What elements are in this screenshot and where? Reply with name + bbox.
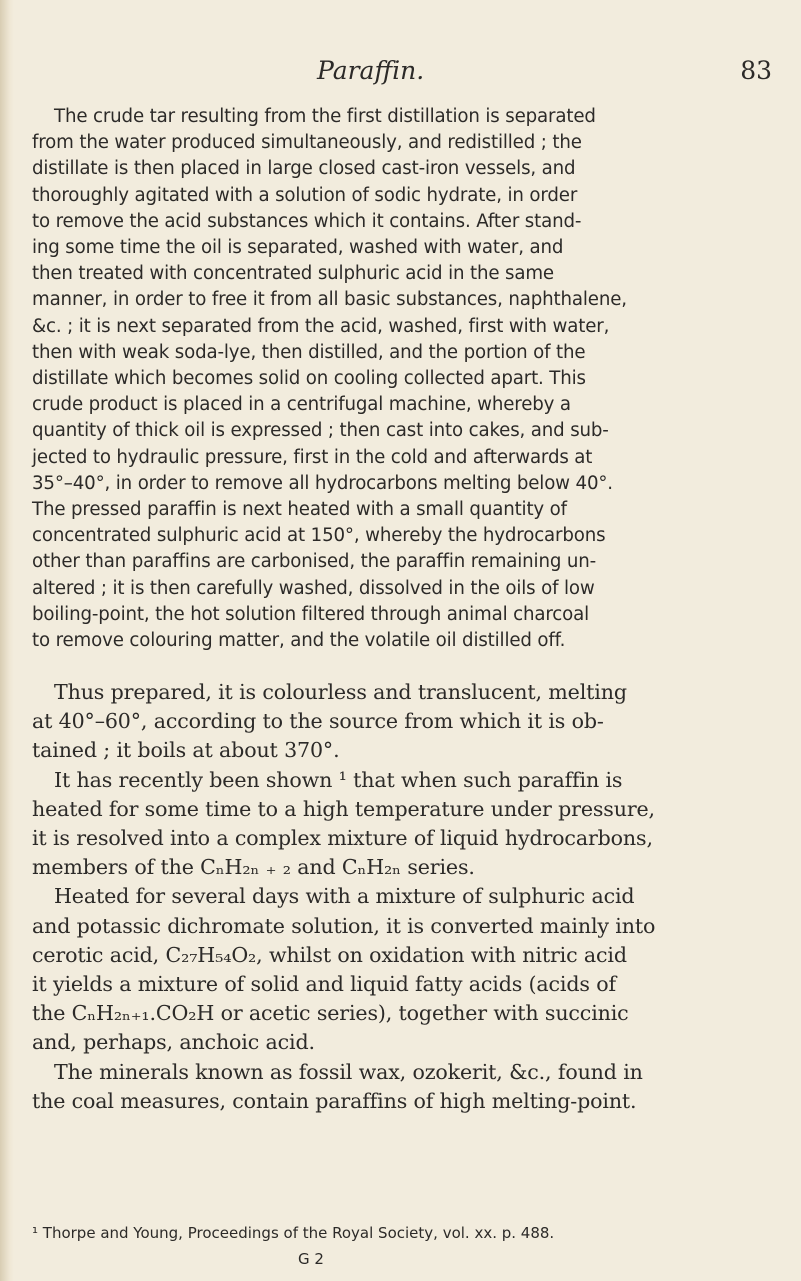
text-line: Heated for several days with a mixture of sulphuric acid [54, 884, 635, 909]
page-edge [0, 0, 14, 1281]
text-line: The crude tar resulting from the first distillation is separated [54, 106, 596, 127]
text-line: 35°–40°, in order to remove all hydrocarbons melting below 40°. [32, 472, 613, 494]
footnote-text: ¹ Thorpe and Young, Proceedings of the Royal Society, vol. xx. p. 488. [32, 1224, 555, 1242]
text-line: &c. ; it is next separated from the acid, washed, first with water, [32, 315, 610, 337]
text-line: the coal measures, contain paraffins of high melting-point. [32, 1088, 637, 1113]
text-line: at 40°–60°, according to the source from which it is ob- [32, 709, 604, 734]
text-line: boiling-point, the hot solution filtered through animal charcoal [32, 603, 589, 625]
text-line: It has recently been shown ¹ that when such paraffin is [54, 767, 623, 792]
text-line: and potassic dichromate solution, it is converted mainly into [32, 913, 656, 938]
text-line: ing some time the oil is separated, washed with water, and [32, 237, 564, 258]
text-line: it is resolved into a complex mixture of liquid hydrocarbons, [32, 826, 653, 850]
page-title: Paraffin. [317, 56, 425, 85]
page-number: 83 [740, 56, 772, 85]
text-line: Thus prepared, it is colourless and translucent, melting [54, 680, 627, 704]
text-line: jected to hydraulic pressure, first in the cold and afterwards at [32, 446, 593, 468]
text-line: then with weak soda-lye, then distilled, and the portion of the [32, 341, 586, 363]
text-line: manner, in order to free it from all basic substances, naphthalene, [32, 289, 627, 311]
text-line: and, perhaps, anchoic acid. [32, 1030, 315, 1055]
text-line: distillate is then placed in large closed cast-iron vessels, and [32, 158, 576, 180]
text-line: it yields a mixture of solid and liquid fatty acids (acids of [32, 972, 616, 996]
text-line: thoroughly agitated with a solution of sodic hydrate, in order [32, 184, 578, 206]
text-line: quantity of thick oil is expressed ; then cast into cakes, and sub- [32, 420, 609, 442]
text-line: cerotic acid, C₂₇H₅₄O₂, whilst on oxidation with nitric acid [32, 942, 627, 967]
running-header [32, 56, 772, 90]
text-line: heated for some time to a high temperature under pressure, [32, 796, 655, 821]
text-line: to remove the acid substances which it contains. After stand- [32, 210, 582, 232]
text-line: the CₙH₂ₙ₊₁.CO₂H or acetic series), together with succinic [32, 1001, 629, 1026]
text-line: to remove colouring matter, and the volatile oil distilled off. [32, 630, 566, 651]
text-line: from the water produced simultaneously, and redistilled ; the [32, 132, 582, 154]
text-line: The minerals known as fossil wax, ozokerit, &c., found in [54, 1059, 643, 1084]
signature-mark: G 2 [298, 1250, 324, 1268]
text-line: distillate which becomes solid on cooling collected apart. This [32, 368, 586, 389]
text-line: other than paraffins are carbonised, the paraffin remaining un- [32, 551, 597, 573]
text-line: The pressed paraffin is next heated with a small quantity of [32, 499, 567, 520]
text-line: tained ; it boils at about 370°. [32, 738, 340, 763]
text-line: altered ; it is then carefully washed, dissolved in the oils of low [32, 577, 595, 599]
text-line: concentrated sulphuric acid at 150°, whereby the hydrocarbons [32, 525, 606, 547]
text-line: members of the CₙH₂ₙ ₊ ₂ and CₙH₂ₙ series. [32, 855, 475, 880]
text-line: crude product is placed in a centrifugal machine, whereby a [32, 394, 571, 416]
text-line: then treated with concentrated sulphuric acid in the same [32, 263, 554, 285]
